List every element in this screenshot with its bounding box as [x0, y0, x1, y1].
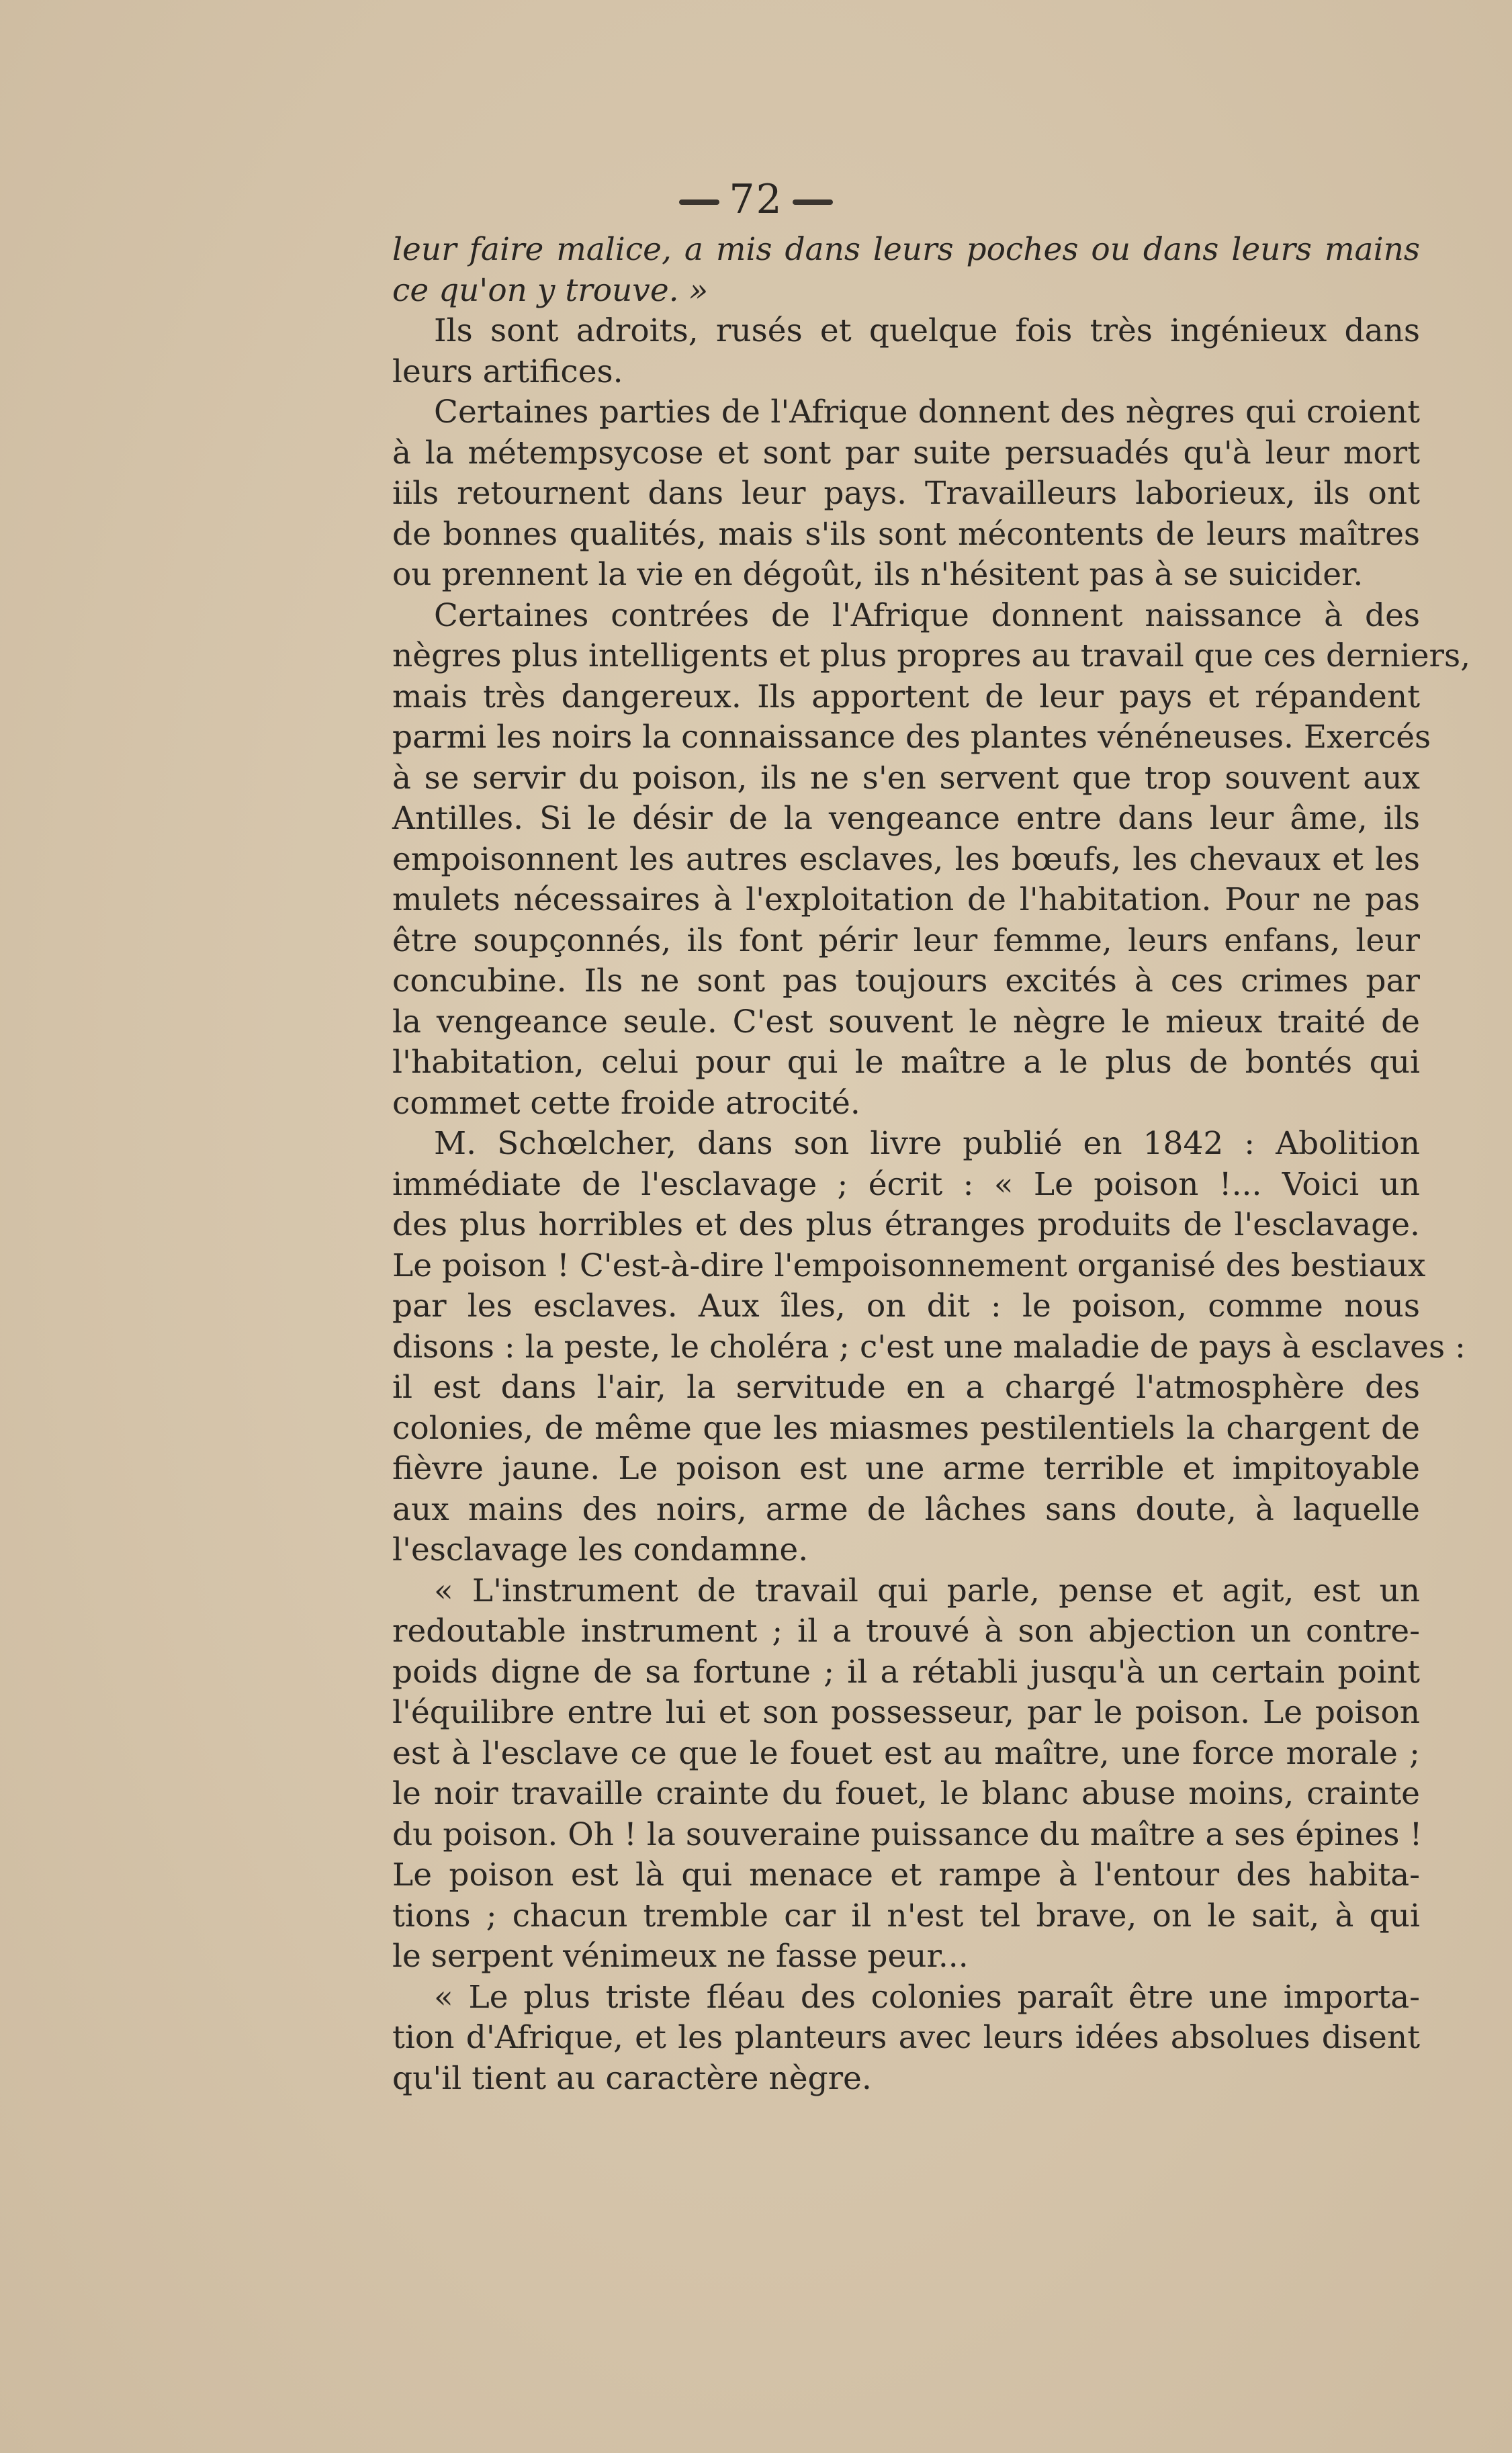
text-line: tion d'Afrique, et les planteurs avec leurs idées absolues disent: [392, 2019, 1420, 2056]
text-line: tions ; chacun tremble car il n'est tel brave, on le sait, à qui: [392, 1897, 1420, 1934]
text-line: par les esclaves. Aux îles, on dit : le poison, comme nous: [392, 1288, 1420, 1325]
text-line: qu'il tient au caractère nègre.: [392, 2059, 872, 2097]
text-line: commet cette froide atrocité.: [392, 1084, 860, 1122]
text-line: concubine. Ils ne sont pas toujours excités à ces crimes par: [392, 963, 1420, 999]
text-line: être soupçonnés, ils font périr leur femme, leurs enfans, leur: [392, 922, 1420, 959]
text-line: ou prennent la vie en dégoût, ils n'hésitent pas à se suicider.: [392, 556, 1364, 593]
text-line: Certaines parties de l'Afrique donnent des nègres qui croient: [434, 394, 1420, 431]
text-line: nègres plus intelligents et plus propres au travail que ces derniers,: [392, 637, 1471, 674]
header-right-dash: [793, 199, 833, 205]
text-line: Certaines contrées de l'Afrique donnent naissance à des: [434, 596, 1420, 634]
text-line: aux mains des noirs, arme de lâches sans doute, à laquelle: [392, 1490, 1420, 1528]
page-number: 72: [729, 176, 783, 223]
text-line: Ils sont adroits, rusés et quelque fois très ingénieux dans: [434, 312, 1420, 349]
text-line: l'équilibre entre lui et son possesseur, par le poison. Le poison: [392, 1694, 1420, 1731]
text-line: poids digne de sa fortune ; il a rétabli jusqu'à un certain point: [392, 1653, 1420, 1691]
text-line: est à l'esclave ce que le fouet est au maître, une force morale ;: [392, 1734, 1420, 1772]
text-line: leur faire malice, a mis dans leurs poches ou dans leurs mains: [392, 231, 1420, 268]
text-line: disons : la peste, le choléra ; c'est une maladie de pays à esclaves :: [392, 1328, 1466, 1366]
text-line: la vengeance seule. C'est souvent le nègre le mieux traité de: [392, 1003, 1420, 1040]
text-line: parmi les noirs la connaissance des plantes vénéneuses. Exercés: [392, 719, 1431, 756]
header-left-dash: [679, 199, 719, 205]
text-line: le noir travaille crainte du fouet, le blanc abuse moins, crainte: [392, 1775, 1420, 1812]
text-line: à la métempsycose et sont par suite persuadés qu'à leur mort: [392, 434, 1420, 472]
text-line: empoisonnent les autres esclaves, les bœufs, les chevaux et les: [392, 840, 1420, 878]
text-line: « L'instrument de travail qui parle, pense et agit, est un: [434, 1572, 1420, 1609]
text-line: immédiate de l'esclavage ; écrit : « Le poison !... Voici un: [392, 1165, 1420, 1203]
text-line: des plus horribles et des plus étranges produits de l'esclavage.: [392, 1206, 1420, 1243]
text-line: Le poison ! C'est-à-dire l'empoisonnement organisé des bestiaux: [392, 1247, 1426, 1284]
text-line: fièvre jaune. Le poison est une arme terrible et impitoyable: [392, 1450, 1420, 1487]
text-line: « Le plus triste fléau des colonies paraît être une importa-: [434, 1978, 1420, 2016]
text-line: le serpent vénimeux ne fasse peur...: [392, 1938, 969, 1975]
text-line: leurs artifices.: [392, 353, 623, 390]
body-text: [392, 230, 1471, 2099]
text-line: M. Schœlcher, dans son livre publié en 1842 : Abolition: [434, 1125, 1420, 1162]
text-line: mais très dangereux. Ils apportent de leur pays et répandent: [392, 678, 1420, 715]
text-line: il est dans l'air, la servitude en a chargé l'atmosphère des: [392, 1369, 1420, 1406]
text-line: Antilles. Si le désir de la vengeance entre dans leur âme, ils: [392, 800, 1420, 837]
text-line: à se servir du poison, ils ne s'en servent que trop souvent aux: [392, 759, 1420, 797]
text-line: de bonnes qualités, mais s'ils sont mécontents de leurs maîtres: [392, 515, 1420, 553]
text-line: ce qu'on y trouve. »: [392, 271, 709, 309]
text-line: l'esclavage les condamne.: [392, 1531, 809, 1568]
page-header: [0, 176, 1512, 223]
text-line: Le poison est là qui menace et rampe à l'entour des habita-: [392, 1857, 1420, 1893]
text-line: redoutable instrument ; il a trouvé à son abjection un contre-: [392, 1613, 1420, 1650]
text-line: l'habitation, celui pour qui le maître a le plus de bontés qui: [392, 1044, 1420, 1081]
text-line: iils retournent dans leur pays. Travailleurs laborieux, ils ont: [392, 475, 1420, 512]
text-line: mulets nécessaires à l'exploitation de l'habitation. Pour ne pas: [392, 881, 1420, 918]
text-line: du poison. Oh ! la souveraine puissance du maître a ses épines !: [392, 1816, 1423, 1853]
text-line: colonies, de même que les miasmes pestilentiels la chargent de: [392, 1409, 1420, 1447]
